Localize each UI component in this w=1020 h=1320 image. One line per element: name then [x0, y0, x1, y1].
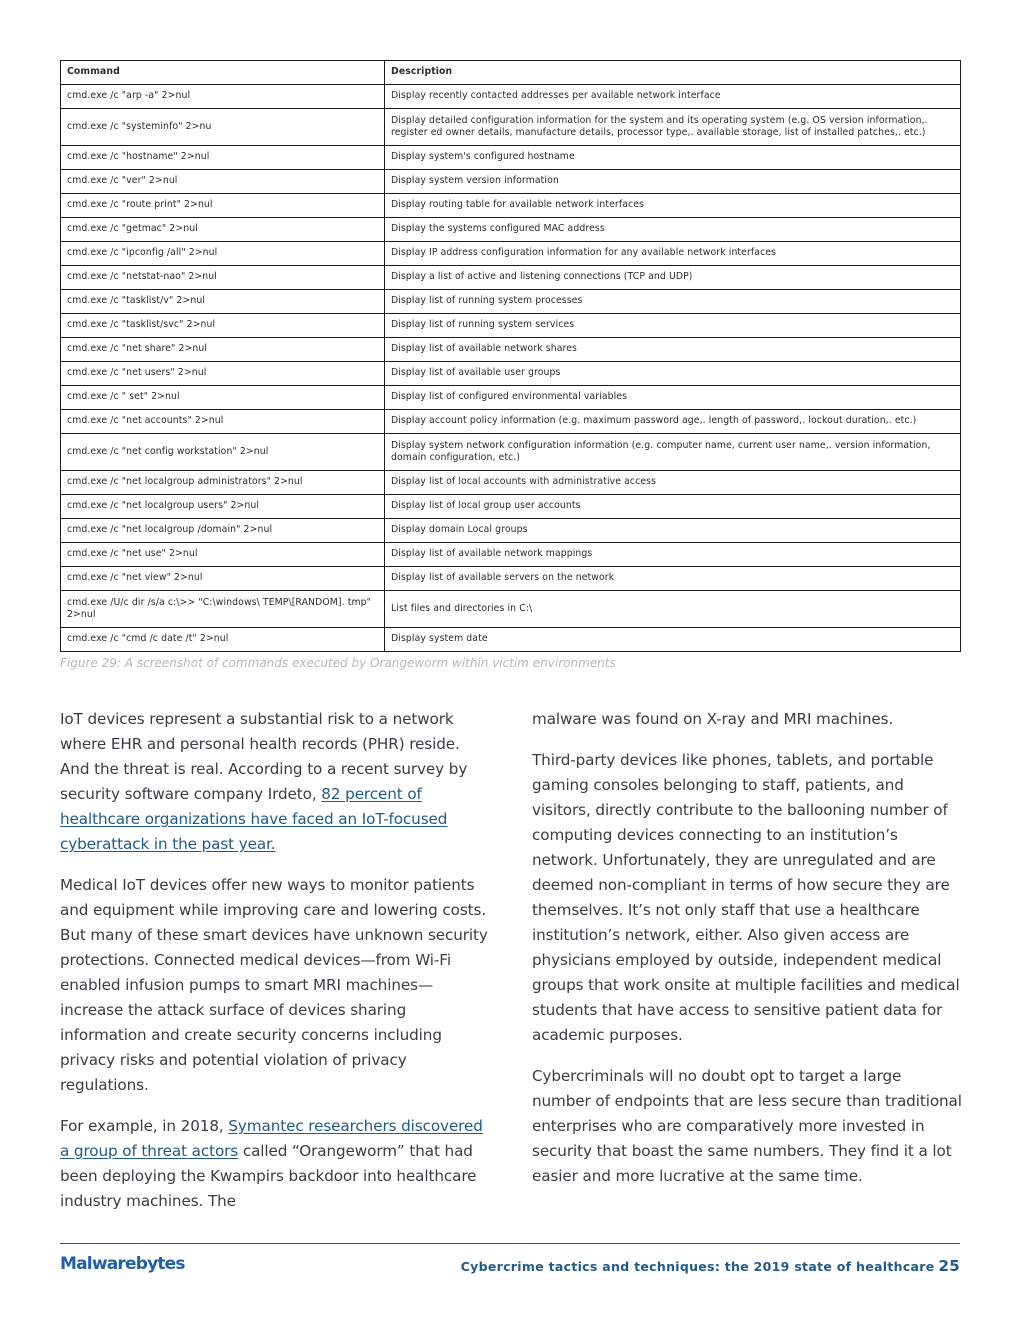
header-command: Command [61, 61, 385, 85]
description-cell: Display IP address configuration information for any available network interfaces [385, 242, 961, 266]
command-cell: cmd.exe /c "systeminfo" 2>nu [61, 109, 385, 146]
symantec-research-link[interactable]: Symantec researchers discovered a group of threat actors [60, 1117, 483, 1160]
description-cell: Display system version information [385, 170, 961, 194]
paragraph-text: For example, in 2018, [60, 1117, 229, 1135]
paragraph: Cybercriminals will no doubt opt to target a large number of endpoints that are less secure than traditional enterprises who are comparatively more invested in security that boast the same numbers. They find it a lot easier and more lucrative at the same time. [532, 1067, 962, 1185]
table-row [61, 109, 961, 146]
command-cell: cmd.exe /c "getmac" 2>nul [61, 218, 385, 242]
description-cell: Display list of available network shares [385, 338, 961, 362]
command-cell: cmd.exe /c "tasklist/v" 2>nul [61, 290, 385, 314]
description-cell: Display recently contacted addresses per available network interface [385, 85, 961, 109]
command-cell: cmd.exe /c "net view" 2>nul [61, 567, 385, 591]
description-cell: Display system network configuration information (e.g. computer name, current user name,. version information, domain configuration, etc.) [385, 434, 961, 471]
command-cell: cmd.exe /c "arp -a" 2>nul [61, 85, 385, 109]
paragraph: malware was found on X-ray and MRI machines. [532, 710, 894, 728]
table-row [61, 410, 961, 434]
table-row [61, 194, 961, 218]
table-row [61, 434, 961, 471]
description-cell: Display system date [385, 628, 961, 652]
command-cell: cmd.exe /c "net localgroup /domain" 2>nul [61, 519, 385, 543]
description-cell: Display list of local group user accounts [385, 495, 961, 519]
table-row [61, 266, 961, 290]
footer-title [461, 1257, 960, 1275]
paragraph-text: IoT devices represent a substantial risk to a network where EHR and personal health records (PHR) reside. And the threat is real. According to a recent survey by security software company Irdeto, [60, 710, 468, 803]
description-cell: Display routing table for available network interfaces [385, 194, 961, 218]
paragraph-text: called “Orangeworm” that had been deploying the Kwampirs backdoor into healthcare industry machines. The [60, 1142, 477, 1210]
table-row [61, 242, 961, 266]
description-cell: Display list of local accounts with administrative access [385, 471, 961, 495]
command-cell: cmd.exe /c "net config workstation" 2>nul [61, 434, 385, 471]
description-cell: List files and directories in C:\ [385, 591, 961, 628]
table-row [61, 519, 961, 543]
command-cell: cmd.exe /c "net use" 2>nul [61, 543, 385, 567]
paragraph [60, 707, 492, 857]
command-cell: cmd.exe /U/c dir /s/a c:\>> "C:\windows\ TEMP\[RANDOM]. tmp" 2>nul [61, 591, 385, 628]
command-cell: cmd.exe /c "route print" 2>nul [61, 194, 385, 218]
command-cell: cmd.exe /c "cmd /c date /t" 2>nul [61, 628, 385, 652]
command-cell: cmd.exe /c "ver" 2>nul [61, 170, 385, 194]
document-title: Cybercrime tactics and techniques: the 2019 state of healthcare [460, 1259, 935, 1274]
description-cell: Display a list of active and listening connections (TCP and UDP) [385, 266, 961, 290]
command-cell: cmd.exe /c "net share" 2>nul [61, 338, 385, 362]
table-row [61, 386, 961, 410]
commands-table [60, 60, 961, 652]
header-description: Description [385, 61, 961, 85]
table-row [61, 170, 961, 194]
table-row [61, 471, 961, 495]
table-row [61, 338, 961, 362]
description-cell: Display list of configured environmental variables [385, 386, 961, 410]
description-cell: Display list of running system processes [385, 290, 961, 314]
description-cell: Display list of available network mappings [385, 543, 961, 567]
table-row [61, 146, 961, 170]
command-cell: cmd.exe /c " set" 2>nul [61, 386, 385, 410]
table-row [61, 495, 961, 519]
command-cell: cmd.exe /c "net users" 2>nul [61, 362, 385, 386]
irdeto-survey-link[interactable]: 82 percent of healthcare organizations have faced an IoT-focused cyberattack in the past year. [60, 785, 448, 853]
command-cell: cmd.exe /c "hostname" 2>nul [61, 146, 385, 170]
paragraph: Medical IoT devices offer new ways to monitor patients and equipment while improving care and lowering costs. But many of these smart devices have unknown security protections. Connected medical devices—from Wi-Fi enabled infusion pumps to smart MRI machines—increase the attack surface of devices sharing information and create security concerns including privacy risks and potential violation of privacy regulations. [60, 876, 488, 1094]
command-cell: cmd.exe /c "net accounts" 2>nul [61, 410, 385, 434]
command-cell: cmd.exe /c "net localgroup administrators" 2>nul [61, 471, 385, 495]
command-cell: cmd.exe /c "tasklist/svc" 2>nul [61, 314, 385, 338]
table-row [61, 567, 961, 591]
right-column [532, 707, 964, 1205]
command-cell: cmd.exe /c "netstat-nao" 2>nul [61, 266, 385, 290]
table-header-row [61, 61, 961, 85]
table-row [61, 628, 961, 652]
command-cell: cmd.exe /c "ipconfig /all" 2>nul [61, 242, 385, 266]
table-row [61, 362, 961, 386]
description-cell: Display the systems configured MAC address [385, 218, 961, 242]
description-cell: Display list of available servers on the network [385, 567, 961, 591]
paragraph: Third-party devices like phones, tablets, and portable gaming consoles belonging to staff, patients, and visitors, directly contribute to the ballooning number of computing devices connecting to an institution’s network. Unfortunately, they are unregulated and are deemed non-compliant in terms of how secure they are themselves. It’s not only staff that use a healthcare institution’s network, either. Also given access are physicians employed by outside, independent medical groups that work onsite at multiple facilities and medical students that have access to sensitive patient data for academic purposes. [532, 751, 960, 1044]
command-cell: cmd.exe /c "net localgroup users" 2>nul [61, 495, 385, 519]
figure-caption: Figure 29: A screenshot of commands executed by Orangeworm within victim environments [60, 656, 616, 670]
table-row [61, 290, 961, 314]
description-cell: Display list of running system services [385, 314, 961, 338]
description-cell: Display account policy information (e.g. maximum password age,. length of password,. lockout duration,. etc.) [385, 410, 961, 434]
malwarebytes-logo: Malwarebytes [60, 1254, 185, 1274]
description-cell: Display detailed configuration information for the system and its operating system (e.g. OS version information,. register ed owner details, manufacture details, processor type,. available storage, list of installed patches,. etc.) [385, 109, 961, 146]
description-cell: Display list of available user groups [385, 362, 961, 386]
table-row [61, 543, 961, 567]
left-column [60, 707, 492, 1230]
description-cell: Display system's configured hostname [385, 146, 961, 170]
table-row [61, 314, 961, 338]
table-row [61, 218, 961, 242]
paragraph [60, 1114, 492, 1214]
description-cell: Display domain Local groups [385, 519, 961, 543]
table-row [61, 591, 961, 628]
footer-divider [60, 1243, 960, 1244]
page-number: 25 [938, 1257, 960, 1275]
table-row [61, 85, 961, 109]
